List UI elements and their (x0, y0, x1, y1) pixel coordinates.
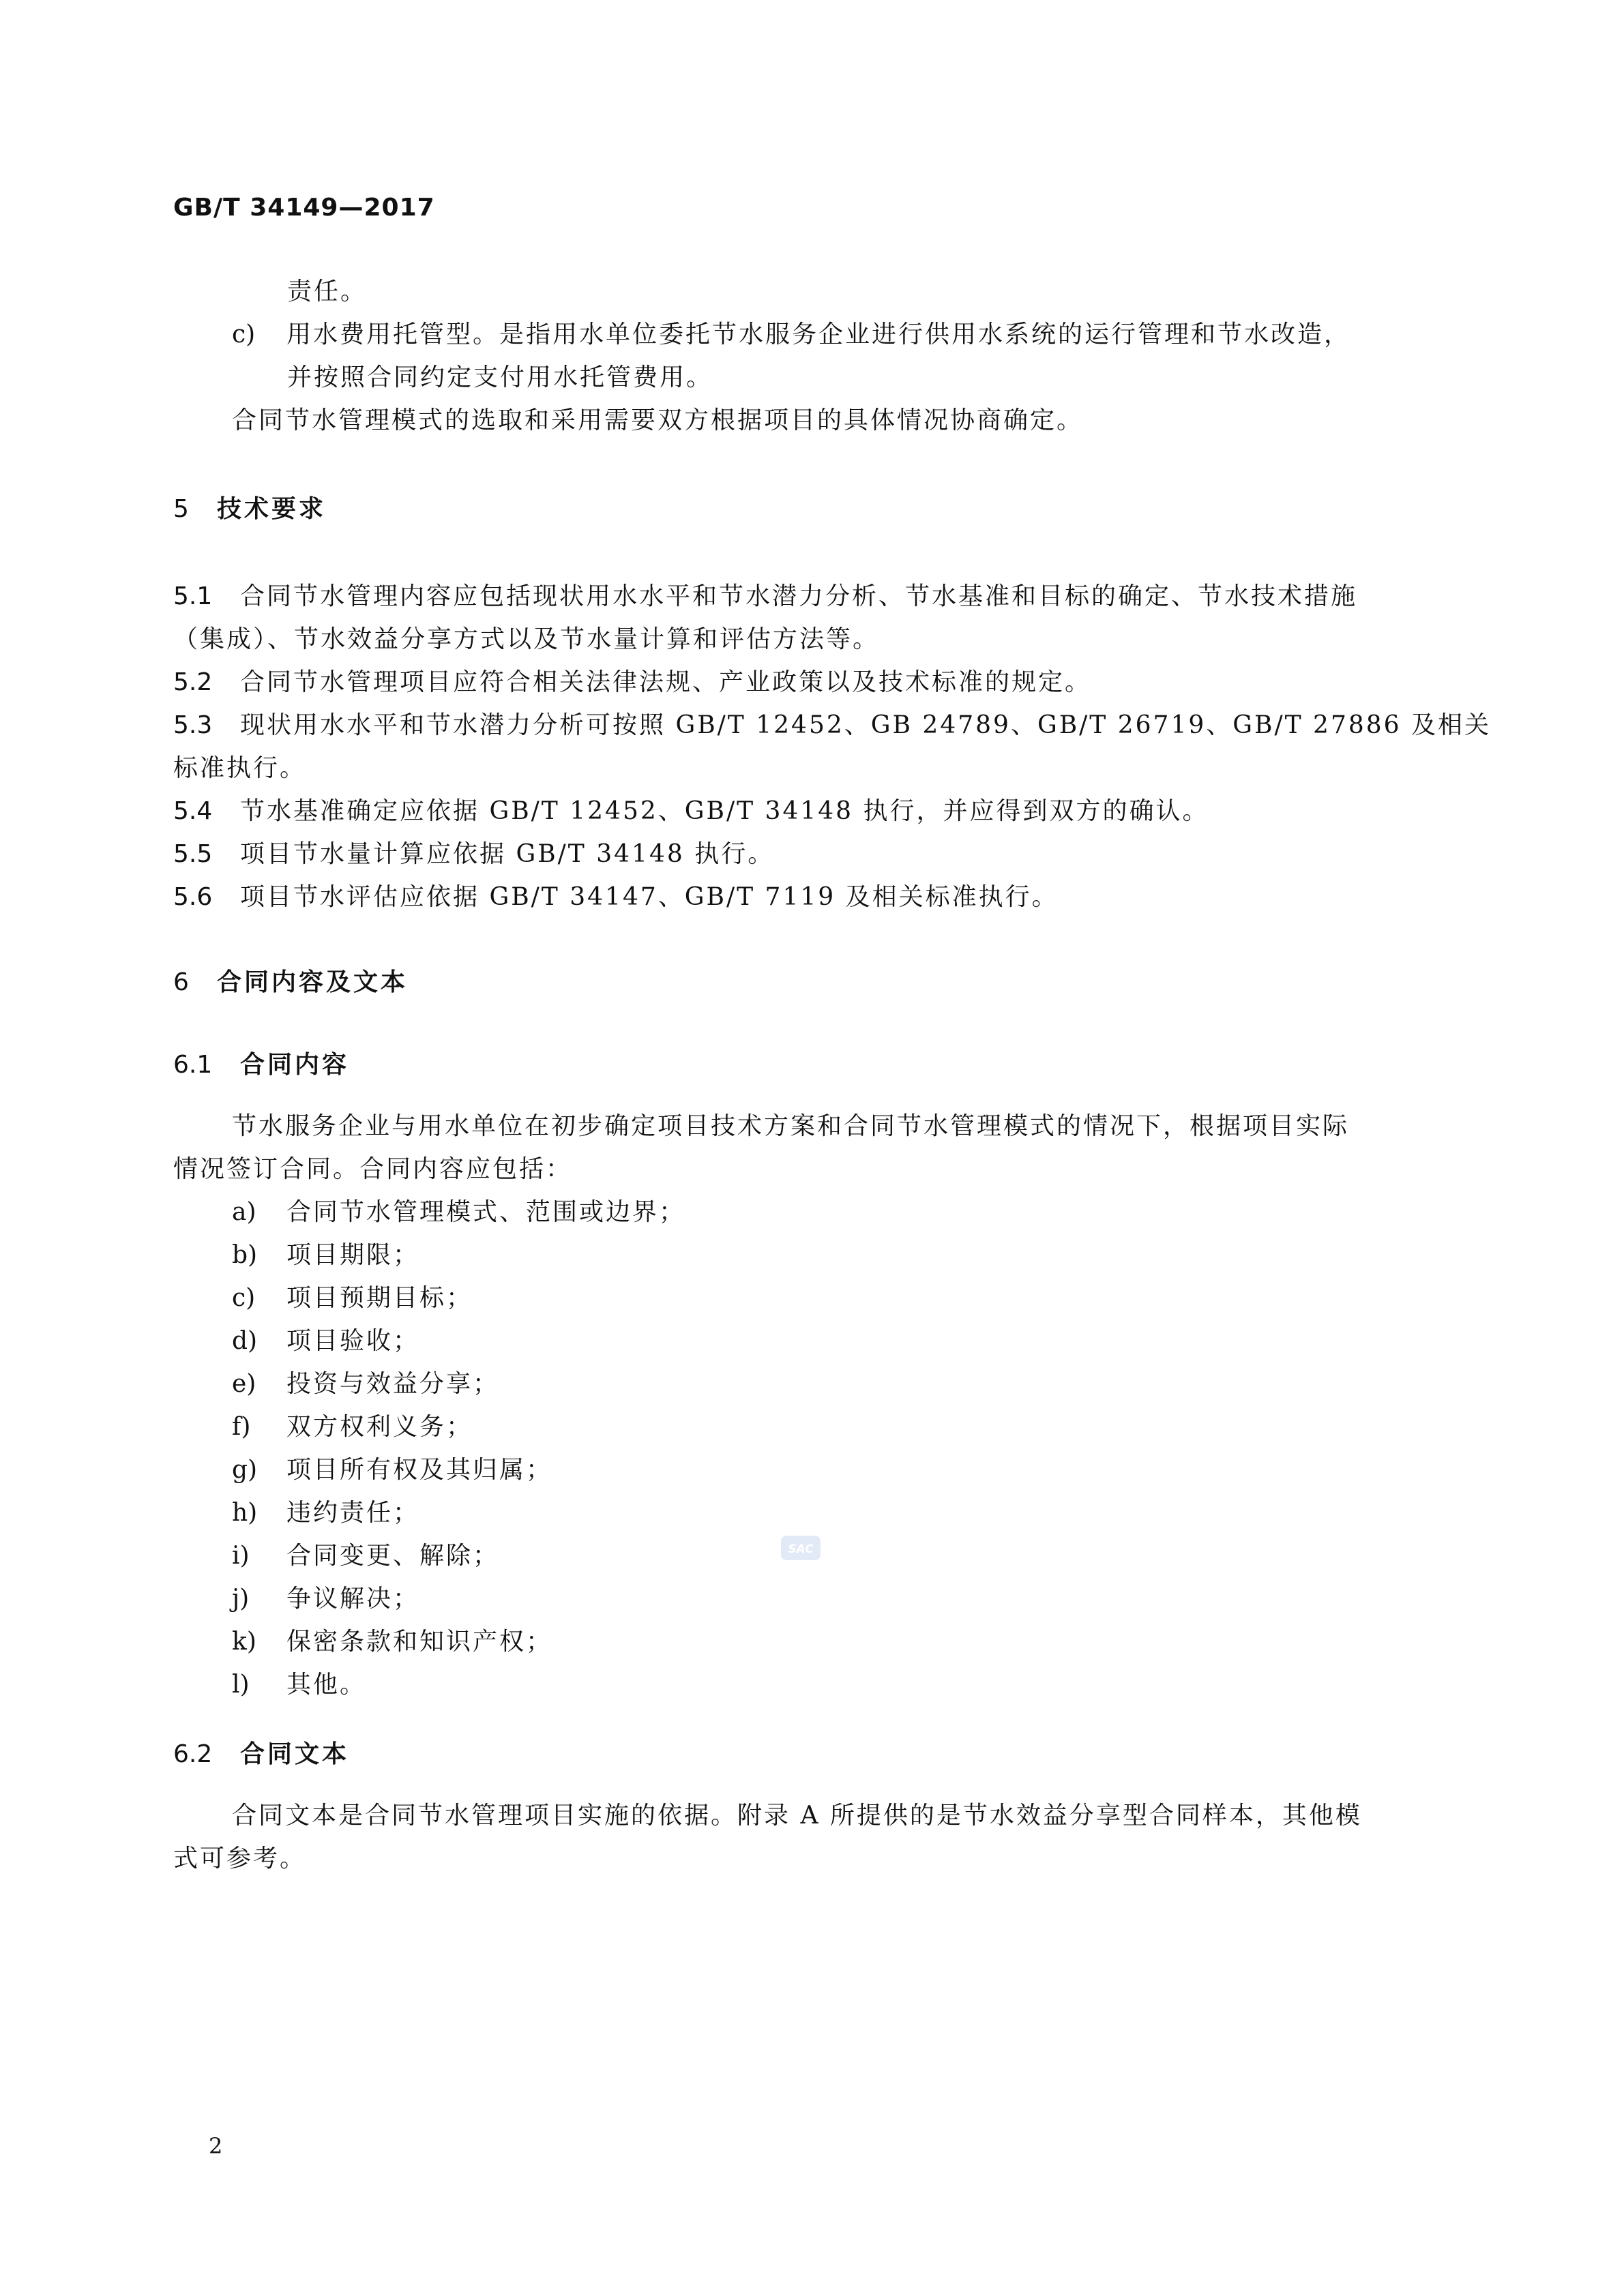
section-5-heading (173, 490, 326, 524)
list-marker: b) (232, 1241, 258, 1269)
clause-text: 项目节水量计算应依据 GB/T 34148 执行。 (240, 840, 775, 868)
clause-number: 5.5 (173, 840, 213, 868)
list-item-text: 项目期限； (286, 1241, 420, 1269)
clause-number: 5.4 (173, 797, 213, 825)
contract-item-b (232, 1236, 419, 1270)
contract-item-l (232, 1665, 366, 1700)
list-item-text: 项目所有权及其归属； (286, 1456, 553, 1484)
list-marker: l) (232, 1671, 250, 1699)
section-number: 5 (173, 495, 189, 523)
clause-5-6 (173, 878, 1059, 912)
clause-number: 5.3 (173, 711, 213, 739)
clause-5-1-continuation: （集成）、节水效益分享方式以及节水量计算和评估方法等。 (173, 625, 880, 653)
list-item-text: 违约责任； (286, 1499, 420, 1527)
paragraph-mode-selection: 合同节水管理模式的选取和采用需要双方根据项目的具体情况协商确定。 (232, 406, 1084, 434)
list-item-text: 其他。 (286, 1671, 367, 1699)
list-item-text: 争议解决； (286, 1585, 420, 1613)
section-number: 6 (173, 968, 189, 996)
contract-item-a (232, 1193, 685, 1227)
subsection-number: 6.2 (173, 1740, 213, 1768)
list-marker: c) (232, 320, 256, 348)
list-item-text: 投资与效益分享； (286, 1370, 500, 1398)
section-6-heading (173, 963, 408, 998)
clause-text: 现状用水水平和节水潜力分析可按照 GB/T 12452、GB 24789、GB/T 26719、GB/T 27886 及相关 (240, 711, 1492, 739)
clause-5-3-continuation: 标准执行。 (173, 754, 307, 782)
clause-5-3 (173, 706, 1491, 741)
paragraph-contract-text-continuation: 式可参考。 (173, 1845, 307, 1873)
subsection-6-1-heading (173, 1045, 349, 1080)
list-item-text: 用水费用托管型。是指用水单位委托节水服务企业进行供用水系统的运行管理和节水改造， (286, 320, 1351, 348)
subsection-number: 6.1 (173, 1051, 213, 1079)
clause-text: 项目节水评估应依据 GB/T 34147、GB/T 7119 及相关标准执行。 (240, 883, 1059, 911)
contract-item-i (232, 1536, 499, 1571)
paragraph-contract-intro-continuation: 情况签订合同。合同内容应包括： (173, 1155, 573, 1183)
list-marker: c) (232, 1284, 256, 1312)
subsection-title: 合同内容 (240, 1051, 350, 1079)
clause-5-4 (173, 792, 1209, 826)
clause-text: 合同节水管理内容应包括现状用水水平和节水潜力分析、节水基准和目标的确定、节水技术措施 (240, 582, 1358, 610)
list-marker: k) (232, 1628, 256, 1656)
list-marker: i) (232, 1542, 250, 1570)
contract-item-k (232, 1622, 552, 1657)
list-item-c-type (232, 315, 1350, 350)
list-item-text: 保密条款和知识产权； (286, 1628, 553, 1656)
standard-code-header: GB/T 34149—2017 (173, 194, 435, 222)
paragraph-contract-intro: 节水服务企业与用水单位在初步确定项目技术方案和合同节水管理模式的情况下，根据项目实际 (232, 1112, 1350, 1140)
continuation-text: 责任。 (287, 278, 368, 305)
clause-text: 节水基准确定应依据 GB/T 12452、GB/T 34148 执行，并应得到双方的确认。 (240, 797, 1209, 825)
sac-watermark-logo (780, 1533, 822, 1563)
clause-number: 5.2 (173, 668, 213, 696)
section-title: 技术要求 (217, 495, 327, 523)
list-marker: a) (232, 1198, 256, 1226)
list-marker: e) (232, 1370, 256, 1398)
contract-item-d (232, 1322, 419, 1356)
page-number: 2 (209, 2133, 223, 2159)
contract-item-j (232, 1579, 419, 1614)
list-item-text: 合同变更、解除； (286, 1542, 500, 1570)
list-item-text: 项目验收； (286, 1327, 420, 1355)
clause-5-5 (173, 835, 774, 869)
list-item-text: 双方权利义务； (286, 1413, 473, 1441)
paragraph-contract-text: 合同文本是合同节水管理项目实施的依据。附录 A 所提供的是节水效益分享型合同样本，其他模 (232, 1802, 1362, 1830)
list-item-text: 项目预期目标； (286, 1284, 473, 1312)
subsection-title: 合同文本 (240, 1740, 350, 1768)
clause-number: 5.1 (173, 582, 213, 610)
list-item-c-type-continuation: 并按照合同约定支付用水托管费用。 (287, 363, 713, 391)
section-title: 合同内容及文本 (217, 968, 409, 996)
contract-item-f (232, 1407, 473, 1442)
list-marker: f) (232, 1413, 251, 1441)
clause-5-2 (173, 663, 1091, 698)
watermark-logo-text: SAC (788, 1542, 814, 1556)
contract-item-g (232, 1450, 552, 1485)
list-marker: d) (232, 1327, 258, 1355)
list-marker: h) (232, 1499, 258, 1527)
clause-text: 合同节水管理项目应符合相关法律法规、产业政策以及技术标准的规定。 (240, 668, 1092, 696)
clause-number: 5.6 (173, 883, 213, 911)
clause-5-1 (173, 577, 1357, 612)
contract-item-h (232, 1493, 419, 1528)
contract-item-e (232, 1365, 499, 1399)
subsection-6-2-heading (173, 1735, 349, 1770)
list-marker: j) (232, 1585, 250, 1613)
list-marker: g) (232, 1456, 258, 1484)
contract-item-c (232, 1279, 473, 1313)
list-item-text: 合同节水管理模式、范围或边界； (286, 1198, 686, 1226)
